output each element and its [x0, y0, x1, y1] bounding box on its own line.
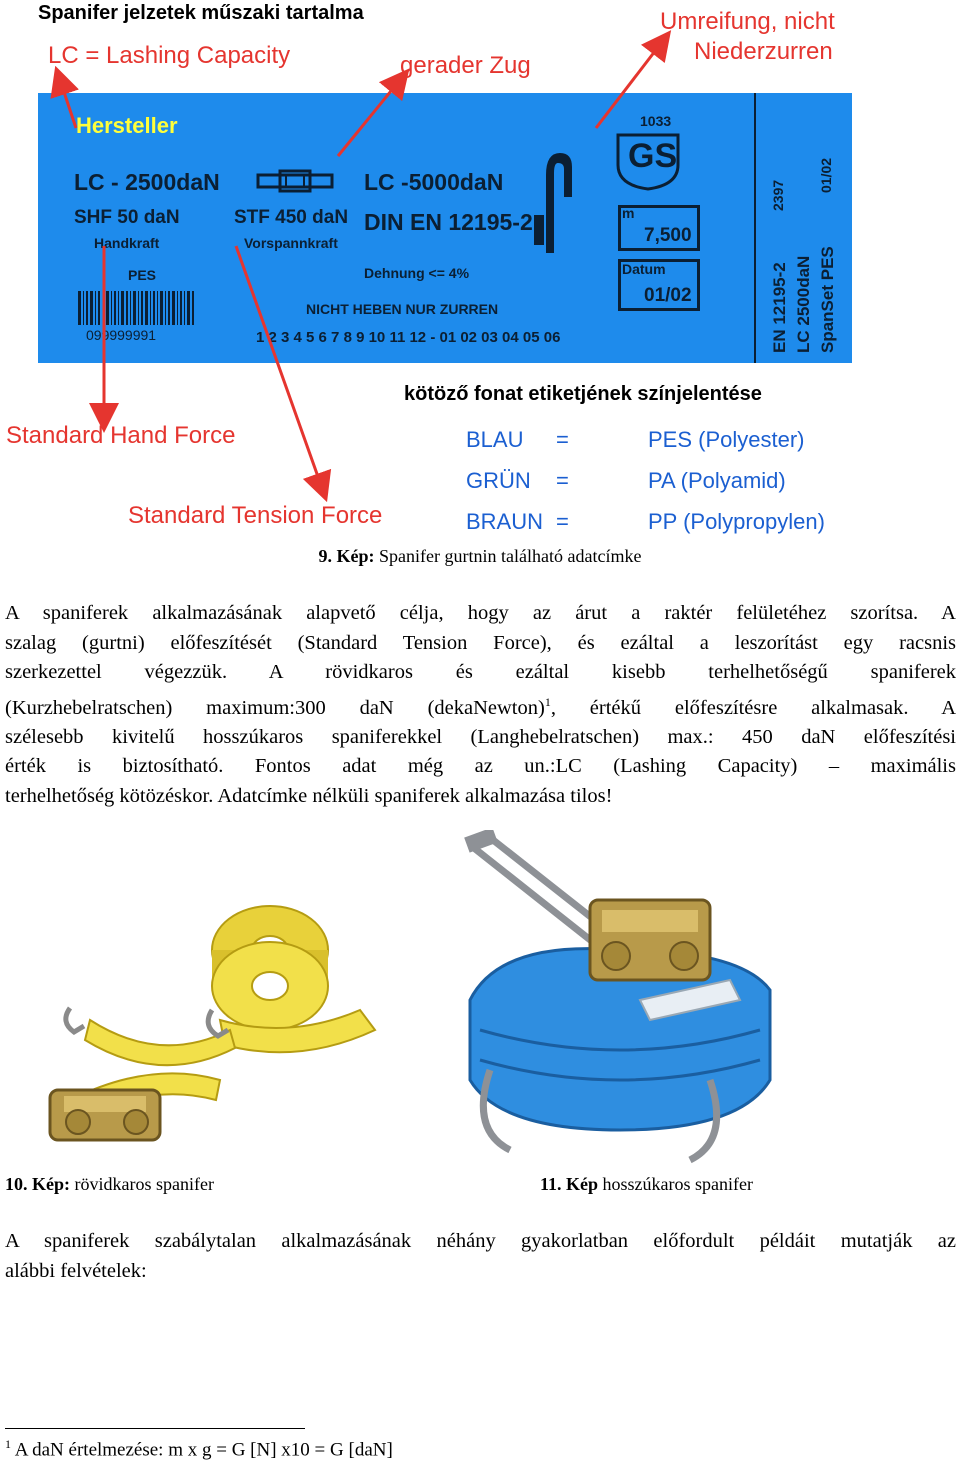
figure-11-caption: [540, 1174, 753, 1195]
hook-icon: [66, 1008, 84, 1032]
caption-number: 10. Kép:: [5, 1174, 70, 1194]
figure-10-caption: [5, 1174, 214, 1195]
caption-text: rövidkaros spanifer: [70, 1174, 214, 1194]
label-din: DIN EN 12195-2: [364, 209, 533, 235]
paragraph-line: szélesebb kivitelű hosszúkaros spaniferekkel (Langhebelratschen) max.: 450 daN előfeszítési: [5, 725, 956, 748]
label-side-4: 2397: [770, 179, 786, 211]
callout-umreifung-2: Niederzurren: [694, 38, 833, 65]
paragraph-line: alábbi felvételek:: [5, 1259, 147, 1282]
color-meaning-heading: kötöző fonat etiketjének színjelentése: [404, 383, 762, 405]
label-side-2: LC 2500daN: [794, 255, 813, 353]
color-name: BLAU: [466, 427, 524, 452]
equals-sign: =: [556, 509, 569, 534]
paragraph-line: szerkezettel végezzük. A rövidkaros és ezáltal kisebb terhelhetőségű spaniferek: [5, 661, 956, 683]
footnote: [5, 1437, 393, 1461]
paragraph-text: (Kurzhebelratschen) maximum:300 daN (dekaNewton): [5, 696, 545, 719]
callout-gerader-zug: gerader Zug: [400, 52, 531, 79]
color-name: GRÜN: [466, 468, 531, 493]
color-name: BRAUN: [466, 509, 544, 534]
label-gs-mark: GS: [628, 137, 678, 175]
footnote-number: 1: [5, 1437, 11, 1451]
label-lc-2500: LC - 2500daN: [74, 169, 220, 195]
label-shf: SHF 50 daN: [74, 207, 180, 228]
paragraph-line: [5, 688, 956, 723]
material-name: PA (Polyamid): [648, 468, 786, 493]
paragraph-1: [5, 599, 956, 811]
label-handkraft: Handkraft: [94, 235, 160, 251]
paragraph-line: szalag (gurtni) előfeszítését (Standard Tension Force), és ezáltal a leszorítást egy racsnis: [5, 631, 956, 654]
footnote-text: A daN értelmezése: m x g = G [N] x10 = G [daN]: [11, 1439, 393, 1461]
ratchet-icon: [50, 1090, 160, 1140]
label-lc-5000: LC -5000daN: [364, 169, 504, 195]
label-barcode-number: 099999991: [86, 327, 157, 343]
label-m-value: 7,500: [644, 225, 692, 246]
caption-number: 11. Kép: [540, 1174, 599, 1194]
label-cert-number: 1033: [640, 113, 672, 129]
paragraph-line: érték is biztosítható. Fontos adat még az un.:LC (Lashing Capacity) – maximális: [5, 755, 956, 778]
footnote-ref[interactable]: 1: [544, 694, 551, 709]
paragraph-line: A spaniferek alkalmazásának alapvető célja, hogy az árut a raktér felületéhez szorítsa. A: [5, 602, 956, 624]
caption-text: Spanifer gurtnin található adatcímke: [374, 546, 642, 566]
label-m: m: [622, 205, 635, 221]
callout-umreifung-1: Umreifung, nicht: [660, 8, 835, 35]
label-dehnung: Dehnung <= 4%: [364, 265, 470, 281]
label-hersteller: Hersteller: [76, 113, 178, 138]
figure-10-short-ratchet-image: [30, 890, 390, 1160]
footnote-separator: [5, 1428, 305, 1429]
material-name: PES (Polyester): [648, 427, 805, 452]
label-side-3: SpanSet PES: [818, 246, 837, 353]
figure-11-long-ratchet-image: [440, 830, 820, 1170]
callout-standard-hand-force: Standard Hand Force: [6, 422, 236, 449]
paragraph-line: A spaniferek szabálytalan alkalmazásának néhány gyakorlatban előfordult példáit mutatják az: [5, 1230, 956, 1252]
label-datum-value: 01/02: [644, 285, 692, 306]
label-vorspannkraft: Vorspannkraft: [244, 235, 338, 251]
label-pes: PES: [128, 267, 157, 283]
figure-title: Spanifer jelzetek műszaki tartalma: [38, 2, 364, 24]
figure-9-caption: [0, 546, 960, 567]
material-name: PP (Polypropylen): [648, 509, 825, 534]
label-stf: STF 450 daN: [234, 207, 349, 228]
callout-lashing-capacity: LC = Lashing Capacity: [48, 42, 291, 69]
label-side-1: EN 12195-2: [770, 262, 789, 353]
paragraph-text: , értékű előfeszítésre alkalmasak. A: [550, 696, 957, 719]
callout-standard-tension-force: Standard Tension Force: [128, 502, 383, 529]
caption-text: hosszúkaros spanifer: [598, 1174, 753, 1194]
paragraph-2: [5, 1227, 956, 1286]
yellow-strap: [85, 1020, 235, 1065]
equals-sign: =: [556, 468, 569, 493]
label-nicht-heben: NICHT HEBEN NUR ZURREN: [306, 301, 499, 317]
caption-number: 9. Kép:: [318, 546, 375, 566]
label-datum: Datum: [622, 261, 666, 277]
paragraph-line: terhelhetőség kötözéskor. Adatcímke nélküli spaniferek alkalmazása tilos!: [5, 784, 613, 807]
equals-sign: =: [556, 427, 569, 452]
label-side-5: 01/02: [818, 157, 834, 193]
callout-arrows: [0, 0, 960, 540]
yellow-strap-roll: [212, 906, 328, 1030]
label-date-strip: 1 2 3 4 5 6 7 8 9 10 11 12 - 01 02 03 04 05 06: [256, 329, 561, 346]
